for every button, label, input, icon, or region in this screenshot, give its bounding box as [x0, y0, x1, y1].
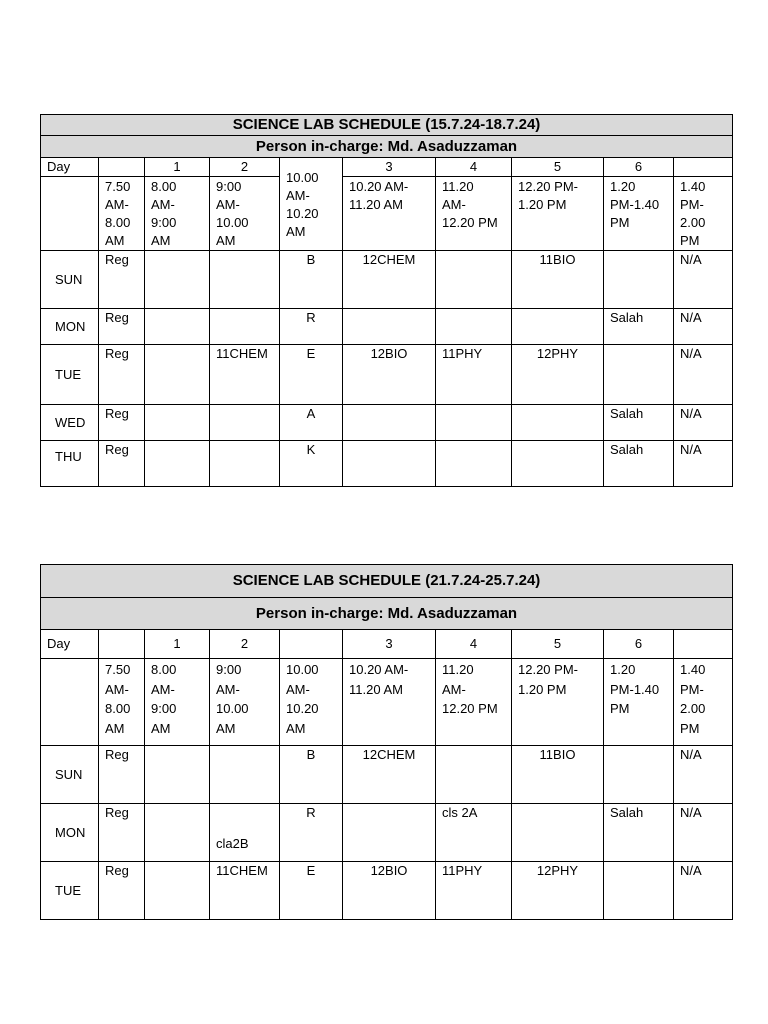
period-header-3: 3 — [343, 158, 436, 177]
period-header-6: 6 — [604, 630, 674, 659]
cell — [145, 441, 210, 487]
time-slot: 10.20 AM- 11.20 AM — [349, 179, 409, 212]
time-slot: 8.00 AM- 9:00 AM — [151, 662, 177, 736]
header-blank — [674, 158, 733, 177]
time-slot: 1.40 PM- 2.00 PM — [680, 662, 706, 736]
time-slot: 11.20 AM- 12.20 PM — [442, 179, 498, 230]
cell: 11PHY — [436, 862, 512, 920]
day-header: Day — [41, 630, 99, 659]
time-slot: 12.20 PM- 1.20 PM — [518, 179, 578, 212]
cell: cla2B — [210, 804, 280, 862]
cell: Reg — [99, 441, 145, 487]
schedule-table-2 — [40, 564, 733, 920]
cell — [604, 862, 674, 920]
time-slot: 11.20 AM- 12.20 PM — [442, 662, 498, 716]
cell: 12CHEM — [343, 746, 436, 804]
cell: Reg — [99, 862, 145, 920]
break-cell: E — [280, 862, 343, 920]
cell: 12CHEM — [343, 251, 436, 309]
cell: N/A — [674, 251, 733, 309]
day-label: WED — [41, 405, 99, 441]
time-slot: 7.50 AM- 8.00 AM — [105, 179, 131, 248]
day-label: THU — [41, 441, 99, 487]
cell: 12PHY — [512, 345, 604, 405]
day-label: TUE — [41, 345, 99, 405]
table-row — [41, 862, 733, 920]
period-header-3: 3 — [343, 630, 436, 659]
header-blank — [674, 630, 733, 659]
day-label: MON — [41, 804, 99, 862]
cell — [145, 405, 210, 441]
period-header-5: 5 — [512, 630, 604, 659]
table-row — [41, 746, 733, 804]
break-cell: B — [280, 251, 343, 309]
cell — [436, 251, 512, 309]
cell — [604, 345, 674, 405]
break-cell: E — [280, 345, 343, 405]
time-slot: 1.20 PM-1.40 PM — [610, 662, 660, 716]
day-label: SUN — [41, 251, 99, 309]
cell: 12BIO — [343, 862, 436, 920]
time-slot: 7.50 AM- 8.00 AM — [105, 662, 131, 736]
cell — [436, 309, 512, 345]
cell: cls 2A — [436, 804, 512, 862]
cell: N/A — [674, 746, 733, 804]
cell: 11CHEM — [210, 345, 280, 405]
break-cell: B — [280, 746, 343, 804]
cell — [343, 309, 436, 345]
cell — [343, 804, 436, 862]
cell: Reg — [99, 746, 145, 804]
day-header: Day — [41, 158, 99, 177]
time-blank — [41, 177, 99, 251]
cell — [343, 441, 436, 487]
cell: Reg — [99, 405, 145, 441]
schedule-title: SCIENCE LAB SCHEDULE (21.7.24-25.7.24) — [41, 565, 733, 598]
cell: Reg — [99, 251, 145, 309]
time-slot: 9:00 AM- 10.00 AM — [216, 662, 249, 736]
table-row — [41, 251, 733, 309]
time-slot: 1.20 PM-1.40 PM — [610, 179, 660, 230]
cell — [512, 405, 604, 441]
table-row — [41, 804, 733, 862]
cell — [210, 251, 280, 309]
day-label: MON — [41, 309, 99, 345]
break-cell: R — [280, 309, 343, 345]
time-slot: 9:00 AM- 10.00 AM — [216, 179, 249, 248]
cell: N/A — [674, 862, 733, 920]
cell — [145, 746, 210, 804]
cell — [512, 804, 604, 862]
table-row — [41, 441, 733, 487]
cell — [210, 405, 280, 441]
person-in-charge: Person in-charge: Md. Asaduzzaman — [41, 598, 733, 630]
header-blank — [99, 158, 145, 177]
cell: Reg — [99, 345, 145, 405]
period-header-1: 1 — [145, 158, 210, 177]
table-row — [41, 405, 733, 441]
day-label: TUE — [41, 862, 99, 920]
period-header-1: 1 — [145, 630, 210, 659]
time-slot: 12.20 PM- 1.20 PM — [518, 662, 578, 697]
period-header-6: 6 — [604, 158, 674, 177]
period-header-5: 5 — [512, 158, 604, 177]
break-time-cell — [280, 158, 343, 251]
time-slot: 10.00 AM- 10.20 AM — [286, 169, 319, 239]
time-blank — [41, 659, 99, 746]
cell: Salah — [604, 405, 674, 441]
cell: Salah — [604, 309, 674, 345]
person-in-charge: Person in-charge: Md. Asaduzzaman — [41, 136, 733, 158]
cell: N/A — [674, 804, 733, 862]
day-label: SUN — [41, 746, 99, 804]
cell: N/A — [674, 405, 733, 441]
time-slot: 10.00 AM- 10.20 AM — [286, 662, 319, 736]
cell: N/A — [674, 345, 733, 405]
cell — [512, 309, 604, 345]
cell — [604, 251, 674, 309]
cell — [436, 746, 512, 804]
cell: 11CHEM — [210, 862, 280, 920]
cell: 12BIO — [343, 345, 436, 405]
period-header-4: 4 — [436, 158, 512, 177]
header-blank — [280, 630, 343, 659]
period-header-2: 2 — [210, 158, 280, 177]
cell — [436, 441, 512, 487]
cell — [436, 405, 512, 441]
cell: 11BIO — [512, 746, 604, 804]
cell — [604, 746, 674, 804]
break-cell: R — [280, 804, 343, 862]
time-slot: 8.00 AM- 9:00 AM — [151, 179, 177, 248]
cell: Reg — [99, 804, 145, 862]
cell: N/A — [674, 309, 733, 345]
cell — [512, 441, 604, 487]
cell — [210, 309, 280, 345]
cell — [145, 345, 210, 405]
cell — [145, 251, 210, 309]
schedule-title: SCIENCE LAB SCHEDULE (15.7.24-18.7.24) — [41, 115, 733, 136]
cell: 11BIO — [512, 251, 604, 309]
time-slot: 1.40 PM- 2.00 PM — [680, 179, 706, 248]
time-slot: 10.20 AM- 11.20 AM — [349, 662, 409, 697]
cell — [210, 441, 280, 487]
cell — [343, 405, 436, 441]
cell: Salah — [604, 441, 674, 487]
table-row — [41, 309, 733, 345]
cell — [145, 804, 210, 862]
cell — [145, 862, 210, 920]
table-row — [41, 345, 733, 405]
break-cell: K — [280, 441, 343, 487]
cell: N/A — [674, 441, 733, 487]
cell: 12PHY — [512, 862, 604, 920]
cell: 11PHY — [436, 345, 512, 405]
period-header-2: 2 — [210, 630, 280, 659]
cell: Reg — [99, 309, 145, 345]
period-header-4: 4 — [436, 630, 512, 659]
schedule-table-1 — [40, 114, 733, 487]
header-blank — [99, 630, 145, 659]
cell — [210, 746, 280, 804]
cell — [145, 309, 210, 345]
break-cell: A — [280, 405, 343, 441]
cell: Salah — [604, 804, 674, 862]
